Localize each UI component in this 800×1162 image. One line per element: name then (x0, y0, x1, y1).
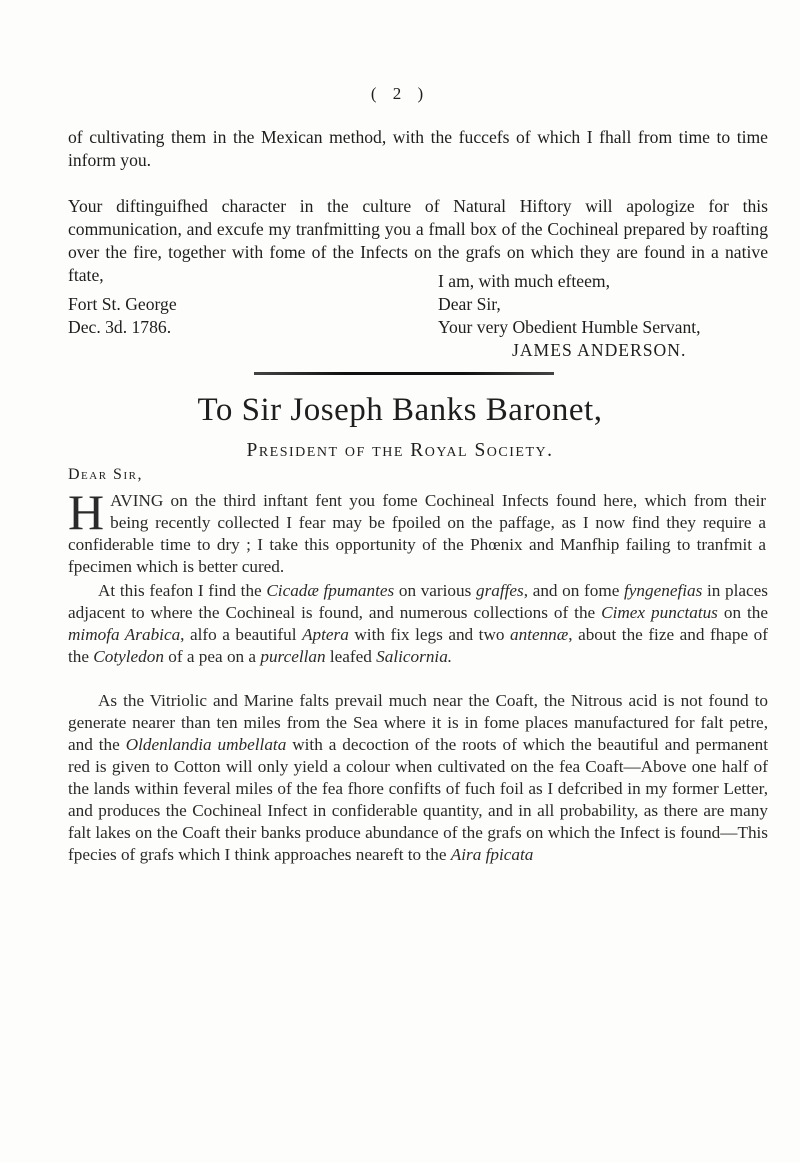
text-run: with fix legs and two (348, 625, 510, 644)
opening-text: of cultivating them in the Mexican method, with the fuccefs of which I fhall from time to time inform you. (68, 127, 768, 170)
text-run: At this feafon I find the (98, 581, 267, 600)
italic-run: fpicata (485, 845, 534, 864)
italic-run: Salicornia. (376, 647, 453, 666)
italic-run: Cimex punctatus (601, 603, 718, 622)
place-line: Fort St. George (68, 294, 177, 314)
letter-subheading: President of the Royal Society. (246, 440, 554, 461)
page-number: ( 2 ) (370, 84, 430, 103)
date-line: Dec. 3d. 1786. (68, 317, 172, 337)
text-run: on various (394, 581, 476, 600)
signature: JAMES ANDERSON. (512, 340, 687, 360)
italic-run: Cotyledon (93, 647, 164, 666)
italic-run: mimofa Arabica (68, 625, 181, 644)
text-run: leafed (325, 647, 377, 666)
italic-run: Cicadæ fpumantes (266, 581, 395, 600)
second-paragraph (68, 195, 768, 287)
closing-line-2: Dear Sir, (438, 294, 501, 314)
text-run: on the (717, 603, 768, 622)
text-run: , alfo a beautiful (180, 625, 303, 644)
italic-run: purcellan (260, 647, 326, 666)
letter-text: on the third inftant fent you fome Cochineal Infects found here, which from their being recently collected I fear may be fpoiled on the paffage, as I now find they require a confiderable time to dry ; I take this opportunity of the Phœnix and Manfhip failing to tranfmit a fpecimen which is better cured. (68, 491, 766, 576)
letter-body (68, 484, 766, 578)
italic-run: antennæ (510, 625, 569, 644)
opening-paragraph (68, 126, 768, 172)
text-run: of a pea on a (163, 647, 261, 666)
text-run: , about the fize and fhape of the (68, 625, 769, 666)
italic-run: Oldenlandia umbellata (125, 735, 287, 754)
italic-run: Aira (450, 845, 482, 864)
paragraph-salts (68, 690, 768, 866)
italic-run: fyngenefias (624, 581, 703, 600)
section-divider (254, 372, 554, 375)
closing-line-3: Your very Obedient Humble Servant, (438, 317, 701, 337)
drop-cap: H (68, 484, 105, 540)
closing-line-1: I am, with much efteem, (438, 271, 610, 291)
text-run: As the Vitriolic and Marine falts prevail much near the Coaft, the Nitrous acid is not found to generate nearer than ten miles from the Sea where it is in fome places manufactured for falt petre, and the (68, 691, 768, 754)
italic-run: graffes (475, 581, 524, 600)
second-text: Your diftinguifhed character in the culture of Natural Hiftory will apologize for this communication, and excufe my tranfmitting you a fmall box of the Cochineal prepared by roafting over the fire, together with fome of the Infects on the grafs on which they are found in a native ftate, (68, 196, 768, 285)
paragraph-insects (68, 580, 768, 668)
text-run: in places adjacent to where the Cochineal is found, and numerous collections of the (68, 581, 768, 622)
text-run: , and on fome (523, 581, 625, 600)
italic-run: Aptera (302, 625, 349, 644)
text-run: with a decoction of the roots of which the beautiful and permanent red is given to Cotton will only yield a colour when cultivated on the fea Coaft—Above one half of the lands within feveral miles of the fea fhore confifts of fuch foil as I defcribed in my former Letter, and produces the Cochineal Infect in confiderable quantity, and in all probability, as there are many falt lakes on the Coaft their banks produce abundance of the grafs on which the Infect is found—This fpecies of grafs which I think approaches neareft to the (68, 735, 768, 864)
first-word-rest: AVING (110, 491, 164, 510)
letter-heading: To Sir Joseph Banks Baronet, (197, 392, 603, 428)
salutation: Dear Sir, (68, 466, 143, 483)
